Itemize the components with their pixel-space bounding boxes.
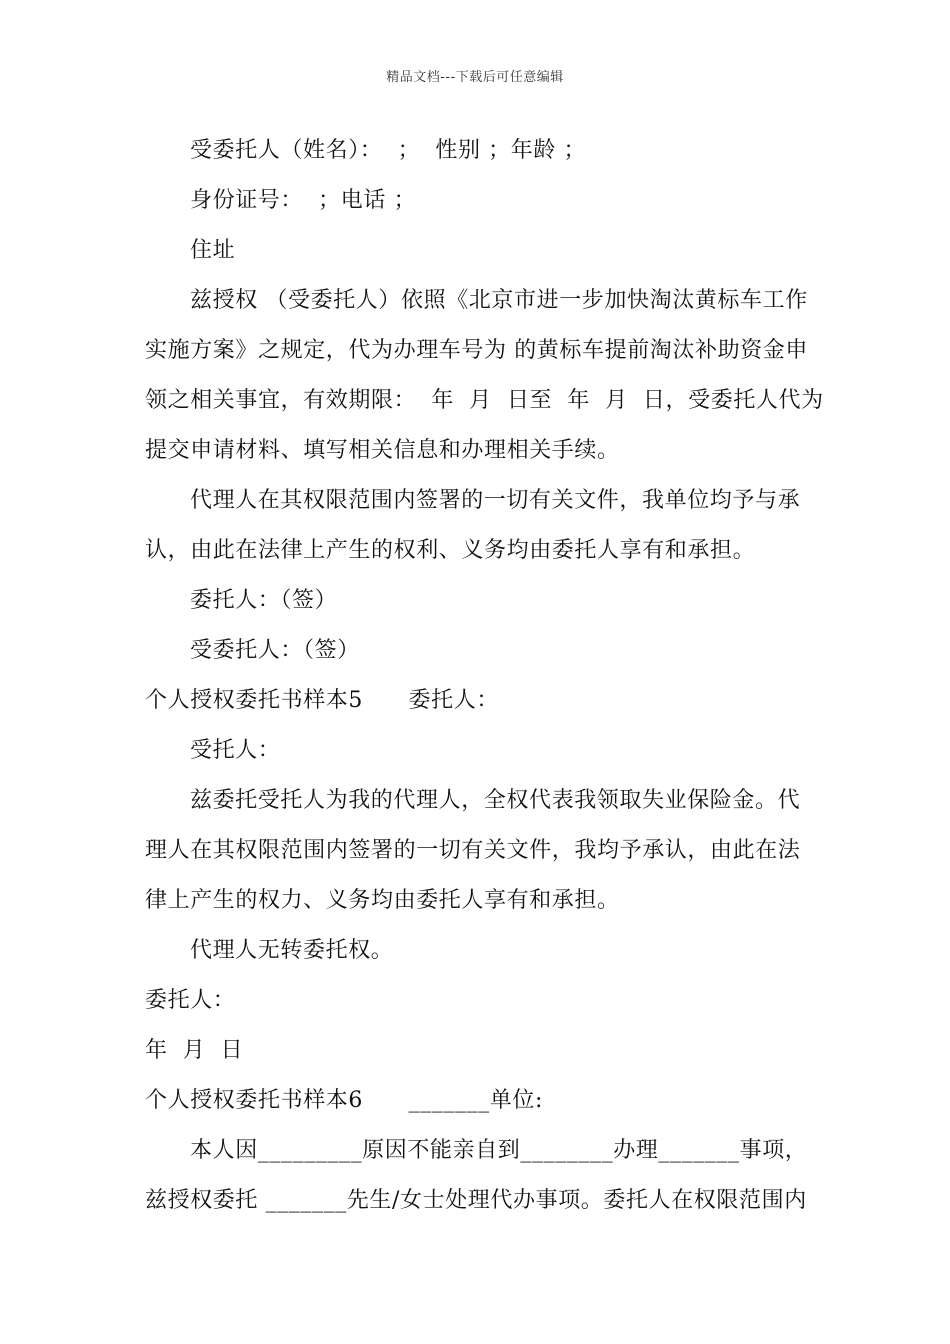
authorization-paragraph-line-4: 提交申请材料、填写相关信息和办理相关手续。 (145, 438, 620, 463)
sample-5-paragraph-line-3: 律上产生的权力、义务均由委托人享有和承担。 (145, 888, 620, 913)
sample-5-paragraph-line-1: 兹委托受托人为我的代理人，全权代表我领取失业保险金。代 (190, 788, 801, 813)
recognition-paragraph-line-1: 代理人在其权限范围内签署的一切有关文件，我单位均予与承 (190, 488, 801, 513)
principal-signature-line: 委托人：（签） (190, 588, 338, 613)
sample-6-heading: 个人授权委托书样本6 _______单位: (145, 1088, 543, 1113)
date-line: 年 月 日 (145, 1038, 244, 1063)
agent-line: 受托人： (190, 738, 281, 763)
no-sub-delegation-line: 代理人无转委托权。 (190, 938, 394, 963)
sample-6-paragraph-line-1: 本人因_________原因不能亲自到________办理_______事项， (190, 1138, 808, 1163)
sample-5-heading: 个人授权委托书样本5 委托人： (145, 688, 499, 713)
page-header: 精品文档---下载后可任意编辑 (386, 70, 564, 85)
principal-line: 委托人： (145, 988, 236, 1013)
sample-6-paragraph-line-2: 兹授权委托 _______先生/女士处理代办事项。委托人在权限范围内 (145, 1188, 807, 1213)
address-line: 住址 (190, 238, 236, 263)
trustee-name-line: 受委托人（姓名）： ； 性别 ；年龄 ； (190, 138, 587, 163)
trustee-signature-line: 受委托人：（签） (190, 638, 360, 663)
sample-5-paragraph-line-2: 理人在其权限范围内签署的一切有关文件，我均予承认，由此在法 (145, 838, 801, 863)
authorization-paragraph-line-2: 实施方案》之规定，代为办理车号为 的黄标车提前淘汰补助资金申 (145, 338, 808, 363)
authorization-paragraph-line-3: 领之相关事宜，有效期限： 年 月 日至 年 月 日，受委托人代为 (145, 388, 824, 413)
id-phone-line: 身份证号： ；电话 ； (190, 188, 417, 213)
authorization-paragraph-line-1: 兹授权 （受委托人）依照《北京市进一步加快淘汰黄标车工作 (190, 288, 808, 313)
recognition-paragraph-line-2: 认，由此在法律上产生的权利、义务均由委托人享有和承担。 (145, 538, 756, 563)
